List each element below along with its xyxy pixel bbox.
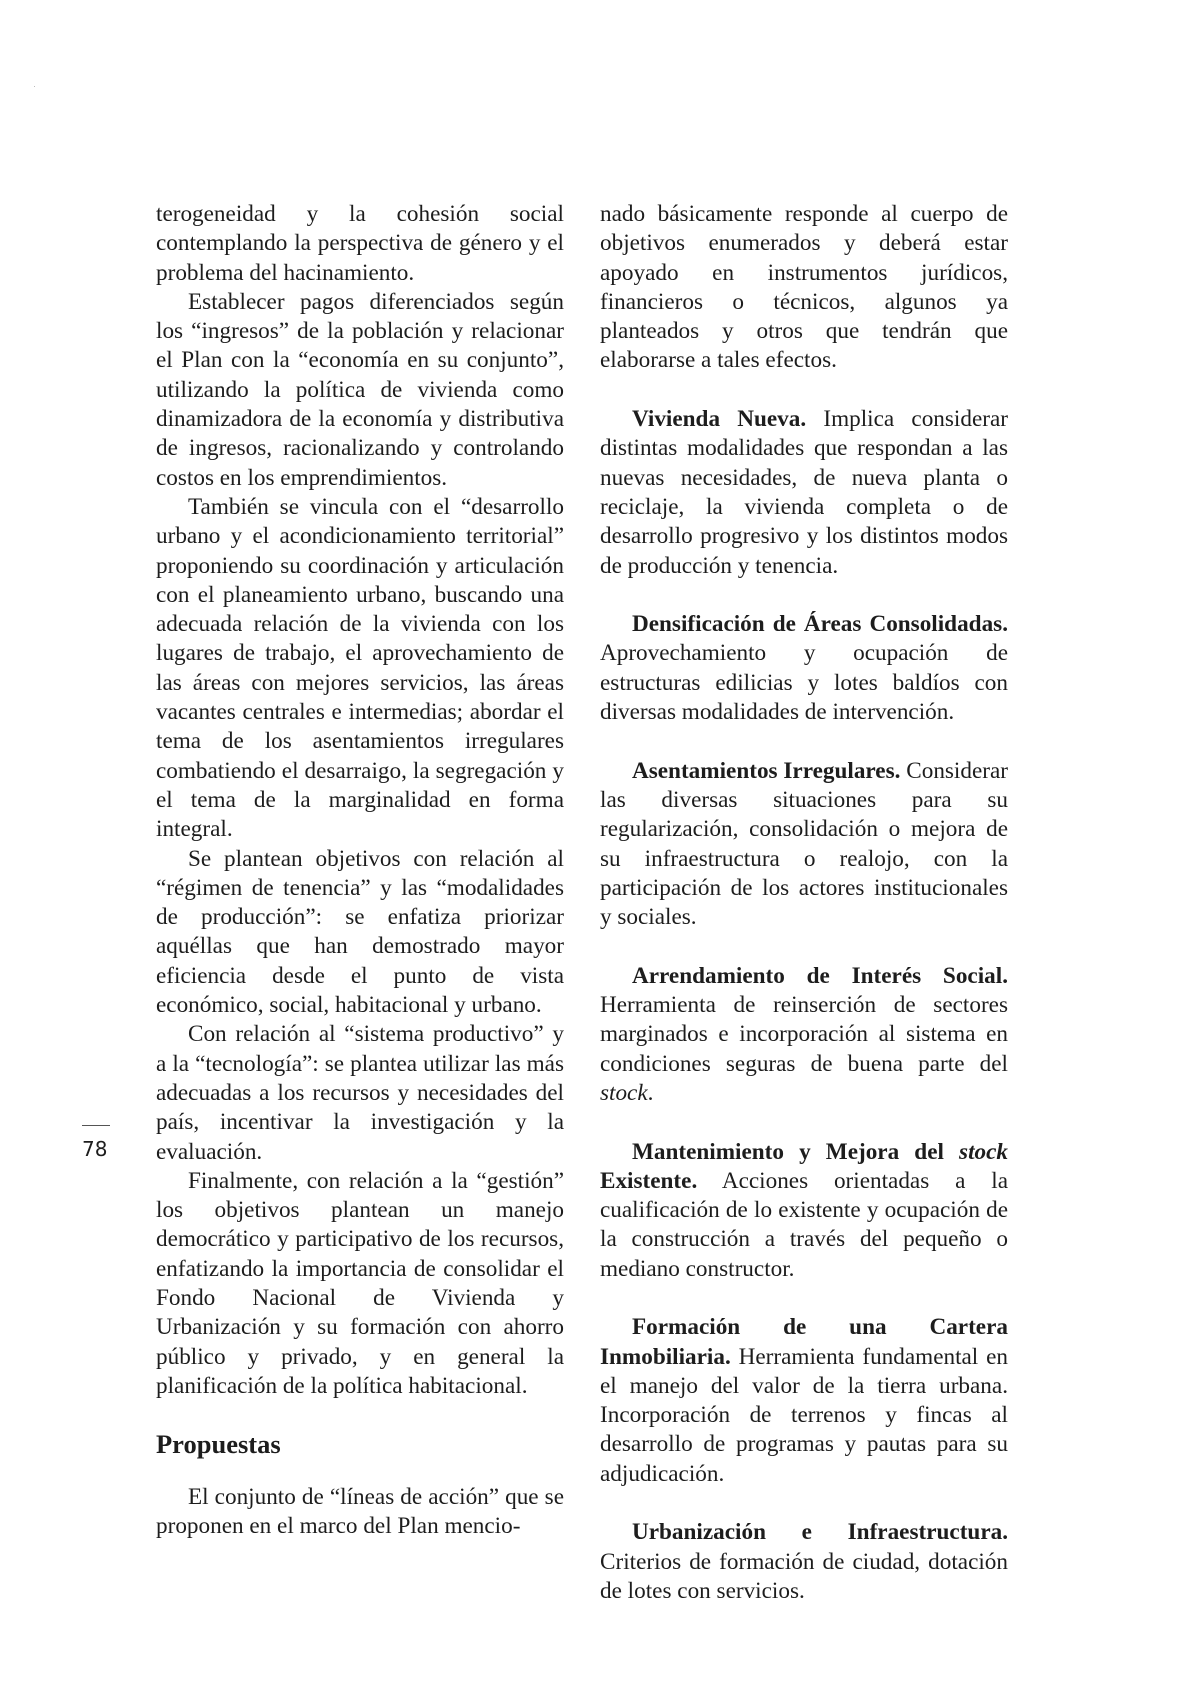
paragraph: terogeneidad y la cohesión social contemplando la perspectiva de género y el problema del hacinamiento. <box>156 201 564 286</box>
paragraph: También se vincula con el “desarrollo urbano y el acondicionamiento territorial” proponiendo su coordinación y articulación con el planeamiento urbano, buscando una adecuada relación de la vivienda con los lugares de trabajo, el aprovechamiento de las áreas con mejores servicios, las áreas vacantes centrales e intermedias; abordar el tema de los asentamientos irregulares combatiendo el desarraigo, la segregación y el tema de la marginalidad en forma integral. <box>156 493 564 843</box>
proposal-item <box>600 1313 1008 1489</box>
page-number: 78 <box>82 1137 108 1161</box>
proposal-text: Considerar las diversas situaciones para su regularización, consolidación o mejora de su infraestructura o realojo, con la participación de los actores institucionales y sociales. <box>600 757 1008 931</box>
proposal-text: Herramienta fundamental en el manejo del valor de la tierra urbana. Incorporación de terrenos y fincas al desarrollo de programas y pautas para su adjudicación. <box>600 1343 1008 1487</box>
proposal-item <box>600 962 1008 1108</box>
proposal-heading: Densificación de Áreas Consolidadas. <box>632 611 1008 638</box>
paragraph: Con relación al “sistema productivo” y a la “tecnología”: se plantea utilizar las más adecuadas a los recursos y necesidades del país, incentivar la investigación y la evaluación. <box>156 1021 564 1165</box>
proposal-heading-italic: stock <box>959 1138 1008 1165</box>
proposal-item <box>600 405 1008 581</box>
paragraph: nado básicamente responde al cuerpo de objetivos enumerados y deberá estar apoyado en instrumentos jurídicos, financieros o técnicos, algunos ya planteados y otros que tendrán que elaborarse a tales efectos. <box>600 201 1008 374</box>
proposal-heading: Asentamientos Irregulares. <box>632 757 901 784</box>
proposal-item <box>600 610 1008 727</box>
proposal-text: Aprovechamiento y ocupación de estructuras edilicias y lotes baldíos con diversas modalidades de intervención. <box>600 640 1008 726</box>
paragraph: Establecer pagos diferenciados según los “ingresos” de la población y relacionar el Plan con la “economía en su conjunto”, utilizando la política de vivienda como dinamizadora de la economía y distributiva de ingresos, racionalizando y controlando costos en los emprendimientos. <box>156 288 564 491</box>
left-column <box>156 200 564 1542</box>
proposal-heading: Arrendamiento de Interés Social. <box>632 962 1008 989</box>
proposal-heading-tail: Existente. <box>600 1167 698 1194</box>
proposal-text: Criterios de formación de ciudad, dotación de lotes con servicios. <box>600 1548 1008 1604</box>
paragraph: Se plantean objetivos con relación al “régimen de tenencia” y las “modalidades de producción”: se enfatiza priorizar aquéllas que han demostrado mayor eficiencia desde el punto de vista económico, social, habitacional y urbano. <box>156 845 564 1019</box>
proposal-text: Implica considerar distintas modalidades que respondan a las nuevas necesidades, de nueva planta o reciclaje, la vivienda completa o de desarrollo progresivo y los distintos modos de producción y tenencia. <box>600 406 1008 579</box>
page-number-rule <box>82 1125 110 1126</box>
section-heading: Propuestas <box>156 1429 281 1460</box>
proposal-text-tail: . <box>647 1079 654 1106</box>
paragraph: Finalmente, con relación a la “gestión” los objetivos plantean un manejo democrático y participativo de los recursos, enfatizando la importancia de consolidar el Fondo Nacional de Vivienda y Urbanización y su formación con ahorro público y privado, y en general la planificación de la política habitacional. <box>156 1167 564 1399</box>
scan-speck <box>34 86 35 87</box>
proposal-heading-part: Mantenimiento y Mejora del <box>632 1138 960 1165</box>
proposal-text-italic: stock <box>600 1079 648 1106</box>
proposal-item <box>600 757 1008 933</box>
proposal-item <box>600 1138 1008 1284</box>
proposal-heading: Vivienda Nueva. <box>632 406 807 433</box>
proposal-text: Herramienta de reinserción de sectores marginados e incorporación al sistema en condiciones seguras de buena parte del <box>600 992 1008 1077</box>
proposal-heading: Urbanización e Infraestructura. <box>632 1519 1008 1546</box>
right-column <box>600 200 1008 1606</box>
paragraph: El conjunto de “líneas de acción” que se proponen en el marco del Plan mencio- <box>156 1484 564 1540</box>
proposal-heading: Formación de una Cartera Inmobiliaria. <box>600 1314 1008 1370</box>
proposal-item <box>600 1518 1008 1606</box>
proposal-text: Acciones orientadas a la cualificación de lo existente y ocupación de la construcción a través del pequeño o mediano constructor. <box>600 1167 1008 1282</box>
